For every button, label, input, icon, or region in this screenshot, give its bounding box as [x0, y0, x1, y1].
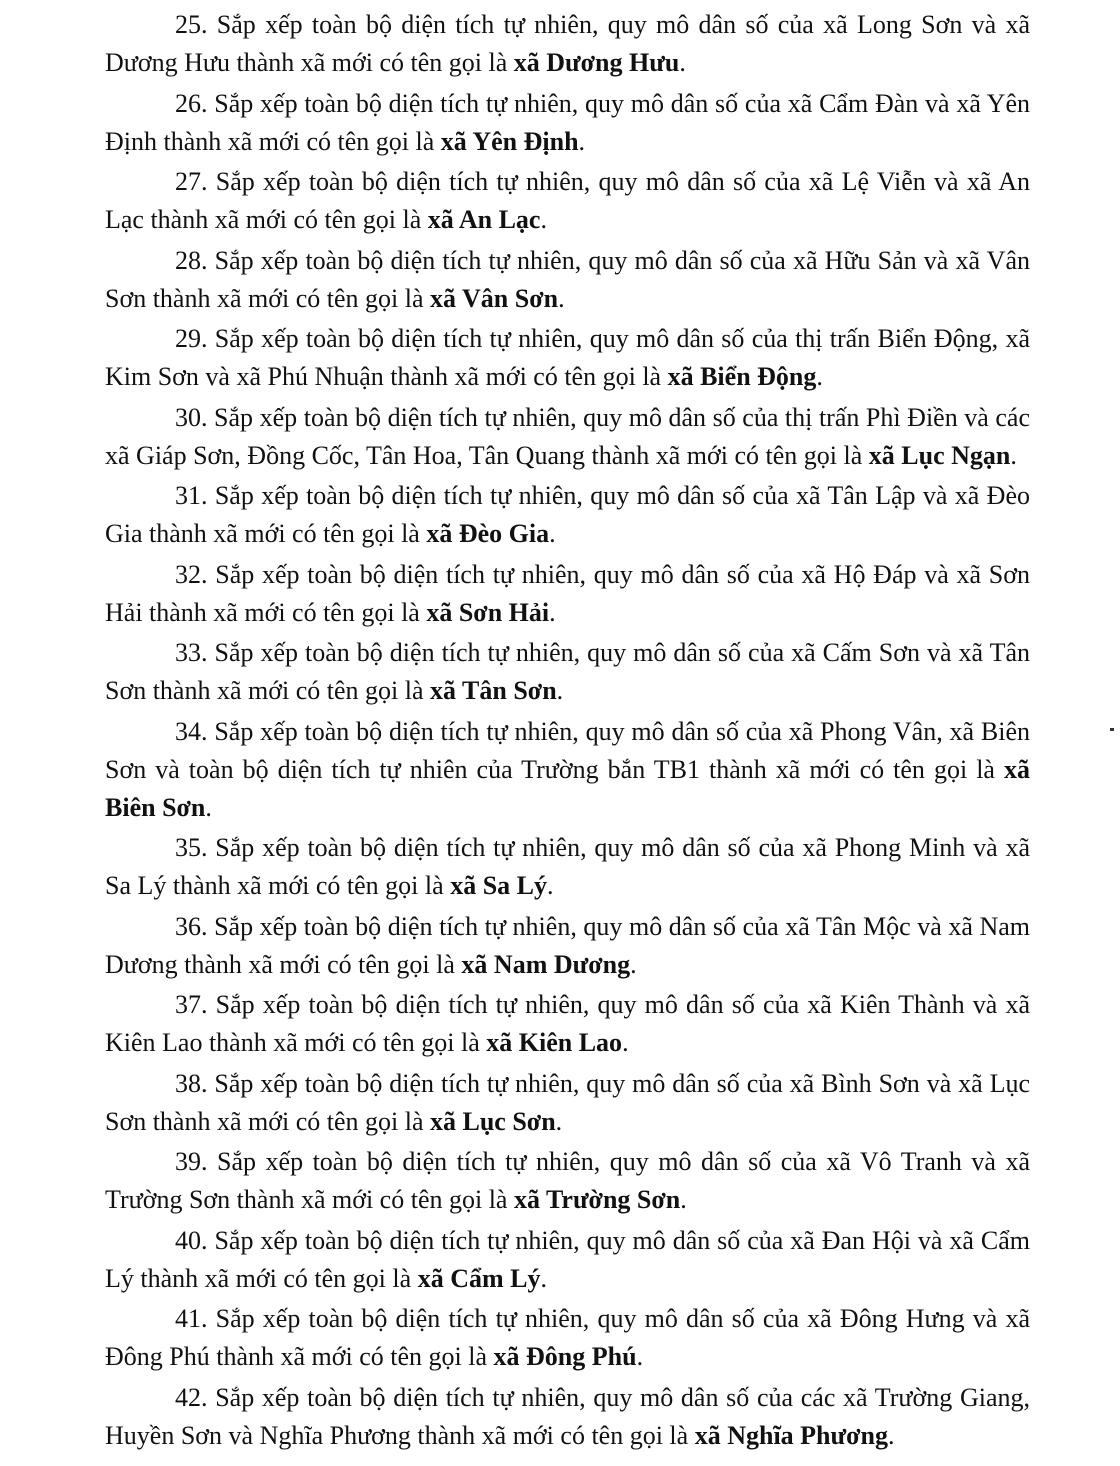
article-item-38 [105, 1065, 1030, 1141]
article-item-25 [105, 6, 1030, 82]
new-commune-name: xã Kiên Lao [486, 1028, 623, 1057]
new-commune-name: xã Nam Dương [461, 949, 631, 979]
document-page [105, 6, 1030, 1457]
item-text: 34. Sắp xếp toàn bộ diện tích tự nhiên, quy mô dân số của xã Phong Vân, xã Biên Sơn và toàn bộ diện tích tự nhiên của Trường bắn TB1 thành xã mới có tên gọi là [105, 716, 1030, 784]
article-item-34 [105, 713, 1030, 827]
new-commune-name: xã Đèo Gia [426, 519, 550, 548]
item-end: . [549, 597, 556, 627]
item-end: . [540, 1263, 547, 1293]
article-item-30 [105, 399, 1030, 475]
new-commune-name: xã Tân Sơn [430, 676, 557, 705]
item-text: 36. Sắp xếp toàn bộ diện tích tự nhiên, quy mô dân số của xã Tân Mộc và xã Nam Dương thành xã mới có tên gọi là [105, 911, 1030, 979]
item-text: 31. Sắp xếp toàn bộ diện tích tự nhiên, quy mô dân số của xã Tân Lập và xã Đèo Gia thành xã mới có tên gọi là [105, 481, 1030, 548]
item-end: . [547, 871, 554, 900]
new-commune-name: xã Cẩm Lý [417, 1263, 541, 1293]
new-commune-name: xã Lục Sơn [430, 1106, 556, 1136]
item-end: . [578, 126, 586, 156]
article-item-40 [105, 1222, 1030, 1298]
new-commune-name: xã Nghĩa Phương [694, 1420, 888, 1450]
item-end: . [630, 949, 637, 979]
item-text: 28. Sắp xếp toàn bộ diện tích tự nhiên, quy mô dân số của xã Hữu Sản và xã Vân Sơn thành xã mới có tên gọi là [105, 245, 1030, 313]
new-commune-name: xã Sa Lý [450, 871, 547, 900]
item-text: 42. Sắp xếp toàn bộ diện tích tự nhiên, quy mô dân số của các xã Trường Giang, Huyền Sơn và Nghĩa Phương thành xã mới có tên gọi là [105, 1382, 1030, 1450]
item-text: 29. Sắp xếp toàn bộ diện tích tự nhiên, quy mô dân số của thị trấn Biển Động, xã Kim Sơn và xã Phú Nhuận thành xã mới có tên gọi là [105, 324, 1030, 391]
item-text: 41. Sắp xếp toàn bộ diện tích tự nhiên, quy mô dân số của xã Đông Hưng và xã Đông Phú thành xã mới có tên gọi là [105, 1304, 1030, 1371]
item-end: . [680, 1185, 687, 1214]
new-commune-name: xã Dương Hưu [513, 48, 680, 77]
item-end: . [555, 1106, 563, 1136]
item-text: 27. Sắp xếp toàn bộ diện tích tự nhiên, quy mô dân số của xã Lệ Viễn và xã An Lạc thành xã mới có tên gọi là [105, 167, 1030, 234]
scan-speck [1110, 728, 1114, 731]
new-commune-name: xã Biển Động [667, 362, 817, 391]
new-commune-name: xã Sơn Hải [426, 597, 550, 627]
item-end: . [540, 205, 547, 234]
new-commune-name: xã Yên Định [440, 126, 579, 156]
item-end: . [636, 1342, 644, 1371]
item-text: 25. Sắp xếp toàn bộ diện tích tự nhiên, quy mô dân số của xã Long Sơn và xã Dương Hưu thành xã mới có tên gọi là [105, 10, 1030, 77]
item-text: 40. Sắp xếp toàn bộ diện tích tự nhiên, quy mô dân số của xã Đan Hội và xã Cẩm Lý thành xã mới có tên gọi là [105, 1225, 1030, 1293]
item-text: 37. Sắp xếp toàn bộ diện tích tự nhiên, quy mô dân số của xã Kiên Thành và xã Kiên Lao thành xã mới có tên gọi là [105, 990, 1030, 1057]
new-commune-name: xã Trường Sơn [513, 1185, 681, 1214]
article-item-41 [105, 1300, 1030, 1376]
item-text: 35. Sắp xếp toàn bộ diện tích tự nhiên, quy mô dân số của xã Phong Minh và xã Sa Lý thành xã mới có tên gọi là [105, 833, 1030, 900]
article-item-29 [105, 320, 1030, 396]
article-item-28 [105, 242, 1030, 318]
item-end: . [622, 1028, 629, 1057]
item-text: 30. Sắp xếp toàn bộ diện tích tự nhiên, quy mô dân số của thị trấn Phì Điền và các xã Giáp Sơn, Đồng Cốc, Tân Hoa, Tân Quang thành xã mới có tên gọi là [105, 402, 1030, 470]
new-commune-name: xã Lục Ngạn [868, 440, 1011, 470]
article-item-36 [105, 908, 1030, 984]
item-text: 33. Sắp xếp toàn bộ diện tích tự nhiên, quy mô dân số của xã Cấm Sơn và xã Tân Sơn thành xã mới có tên gọi là [105, 638, 1030, 705]
item-end: . [887, 1420, 895, 1450]
item-end: . [679, 48, 686, 77]
item-text: 32. Sắp xếp toàn bộ diện tích tự nhiên, quy mô dân số của xã Hộ Đáp và xã Sơn Hải thành xã mới có tên gọi là [105, 559, 1030, 627]
article-item-33 [105, 634, 1030, 710]
article-item-39 [105, 1143, 1030, 1219]
article-item-35 [105, 829, 1030, 905]
item-text: 26. Sắp xếp toàn bộ diện tích tự nhiên, quy mô dân số của xã Cẩm Đàn và xã Yên Định thành xã mới có tên gọi là [105, 88, 1030, 156]
new-commune-name: xã An Lạc [427, 205, 541, 234]
item-end: . [816, 362, 823, 391]
new-commune-name: xã Vân Sơn [430, 283, 559, 313]
item-end: . [205, 792, 212, 822]
article-item-42 [105, 1379, 1030, 1455]
item-text: 39. Sắp xếp toàn bộ diện tích tự nhiên, quy mô dân số của xã Vô Tranh và xã Trường Sơn thành xã mới có tên gọi là [105, 1147, 1030, 1214]
article-item-37 [105, 986, 1030, 1062]
item-end: . [1010, 440, 1017, 470]
item-text: 38. Sắp xếp toàn bộ diện tích tự nhiên, quy mô dân số của xã Bình Sơn và xã Lục Sơn thành xã mới có tên gọi là [105, 1068, 1030, 1136]
new-commune-name: xã Đông Phú [493, 1342, 637, 1371]
new-commune-name: xã Biên Sơn [105, 754, 1030, 822]
article-item-32 [105, 556, 1030, 632]
article-item-31 [105, 477, 1030, 553]
item-end: . [549, 519, 556, 548]
article-item-26 [105, 85, 1030, 161]
article-item-27 [105, 163, 1030, 239]
item-end: . [556, 676, 564, 705]
item-end: . [558, 283, 565, 313]
